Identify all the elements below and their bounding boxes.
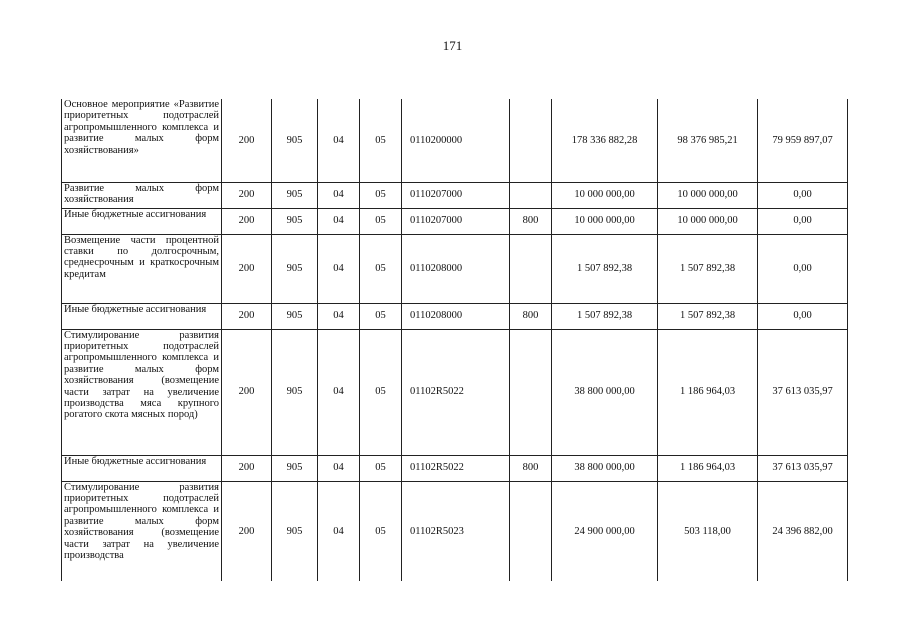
section-code-cell: 04 <box>318 303 360 329</box>
ministry-code-cell: 200 <box>222 329 272 455</box>
target-code-cell: 0110208000 <box>402 303 510 329</box>
department-code-cell: 905 <box>272 182 318 208</box>
section-code-cell: 04 <box>318 234 360 303</box>
section-code-cell: 04 <box>318 208 360 234</box>
expense-type-cell <box>510 182 552 208</box>
subsection-code-cell: 05 <box>360 99 402 182</box>
ministry-code-cell: 200 <box>222 99 272 182</box>
section-code-cell: 04 <box>318 481 360 581</box>
amount-3-cell: 0,00 <box>758 234 848 303</box>
amount-1-cell: 10 000 000,00 <box>552 182 658 208</box>
department-code-cell: 905 <box>272 481 318 581</box>
row-name-cell: Возмещение части процентной ставки по долгосрочным, среднесрочным и краткосрочным кредитам <box>62 234 222 303</box>
row-name-cell: Основное мероприятие «Развитие приоритетных подотраслей агропромышленного комплекса и развитие малых форм хозяйствования» <box>62 99 222 182</box>
amount-2-cell: 1 186 964,03 <box>658 455 758 481</box>
expense-type-cell: 800 <box>510 303 552 329</box>
expense-type-cell <box>510 99 552 182</box>
amount-1-cell: 38 800 000,00 <box>552 455 658 481</box>
department-code-cell: 905 <box>272 303 318 329</box>
table-row <box>62 182 848 208</box>
row-name-cell: Стимулирование развития приоритетных подотраслей агропромышленного комплекса и развитие малых форм хозяйствования (возмещение части затрат на увеличение производства мяса крупного рогатого скота мясных пород) <box>62 329 222 455</box>
section-code-cell: 04 <box>318 455 360 481</box>
page-number: 171 <box>442 38 463 53</box>
amount-1-cell: 10 000 000,00 <box>552 208 658 234</box>
amount-3-cell: 37 613 035,97 <box>758 329 848 455</box>
section-code-cell: 04 <box>318 329 360 455</box>
table-row <box>62 455 848 481</box>
amount-2-cell: 1 507 892,38 <box>658 303 758 329</box>
target-code-cell: 0110207000 <box>402 182 510 208</box>
amount-3-cell: 0,00 <box>758 303 848 329</box>
ministry-code-cell: 200 <box>222 303 272 329</box>
subsection-code-cell: 05 <box>360 455 402 481</box>
amount-1-cell: 24 900 000,00 <box>552 481 658 581</box>
budget-table <box>61 99 848 581</box>
target-code-cell: 01102R5022 <box>402 329 510 455</box>
table-body <box>62 99 848 581</box>
subsection-code-cell: 05 <box>360 234 402 303</box>
amount-2-cell: 503 118,00 <box>658 481 758 581</box>
row-name-cell: Иные бюджетные ассигнования <box>62 455 222 481</box>
expense-type-cell <box>510 234 552 303</box>
ministry-code-cell: 200 <box>222 481 272 581</box>
table-row <box>62 329 848 455</box>
amount-2-cell: 1 507 892,38 <box>658 234 758 303</box>
target-code-cell: 01102R5023 <box>402 481 510 581</box>
subsection-code-cell: 05 <box>360 329 402 455</box>
amount-1-cell: 178 336 882,28 <box>552 99 658 182</box>
expense-type-cell <box>510 481 552 581</box>
amount-2-cell: 98 376 985,21 <box>658 99 758 182</box>
subsection-code-cell: 05 <box>360 208 402 234</box>
section-code-cell: 04 <box>318 99 360 182</box>
department-code-cell: 905 <box>272 455 318 481</box>
expense-type-cell <box>510 329 552 455</box>
amount-2-cell: 10 000 000,00 <box>658 208 758 234</box>
amount-3-cell: 0,00 <box>758 182 848 208</box>
target-code-cell: 01102R5022 <box>402 455 510 481</box>
table-row <box>62 481 848 581</box>
table-row <box>62 99 848 182</box>
target-code-cell: 0110208000 <box>402 234 510 303</box>
ministry-code-cell: 200 <box>222 182 272 208</box>
department-code-cell: 905 <box>272 329 318 455</box>
section-code-cell: 04 <box>318 182 360 208</box>
target-code-cell: 0110200000 <box>402 99 510 182</box>
row-name-cell: Развитие малых форм хозяйствования <box>62 182 222 208</box>
amount-3-cell: 37 613 035,97 <box>758 455 848 481</box>
amount-2-cell: 10 000 000,00 <box>658 182 758 208</box>
row-name-cell: Стимулирование развития приоритетных подотраслей агропромышленного комплекса и развитие малых форм хозяйствования (возмещение части затрат на увеличение производства <box>62 481 222 581</box>
amount-1-cell: 1 507 892,38 <box>552 303 658 329</box>
expense-type-cell: 800 <box>510 208 552 234</box>
subsection-code-cell: 05 <box>360 182 402 208</box>
ministry-code-cell: 200 <box>222 208 272 234</box>
amount-3-cell: 79 959 897,07 <box>758 99 848 182</box>
table-row <box>62 303 848 329</box>
ministry-code-cell: 200 <box>222 455 272 481</box>
amount-1-cell: 1 507 892,38 <box>552 234 658 303</box>
row-name-cell: Иные бюджетные ассигнования <box>62 208 222 234</box>
amount-3-cell: 0,00 <box>758 208 848 234</box>
amount-1-cell: 38 800 000,00 <box>552 329 658 455</box>
row-name-cell: Иные бюджетные ассигнования <box>62 303 222 329</box>
expense-type-cell: 800 <box>510 455 552 481</box>
department-code-cell: 905 <box>272 99 318 182</box>
amount-3-cell: 24 396 882,00 <box>758 481 848 581</box>
department-code-cell: 905 <box>272 208 318 234</box>
table-row <box>62 234 848 303</box>
department-code-cell: 905 <box>272 234 318 303</box>
subsection-code-cell: 05 <box>360 303 402 329</box>
ministry-code-cell: 200 <box>222 234 272 303</box>
table-row <box>62 208 848 234</box>
subsection-code-cell: 05 <box>360 481 402 581</box>
target-code-cell: 0110207000 <box>402 208 510 234</box>
amount-2-cell: 1 186 964,03 <box>658 329 758 455</box>
